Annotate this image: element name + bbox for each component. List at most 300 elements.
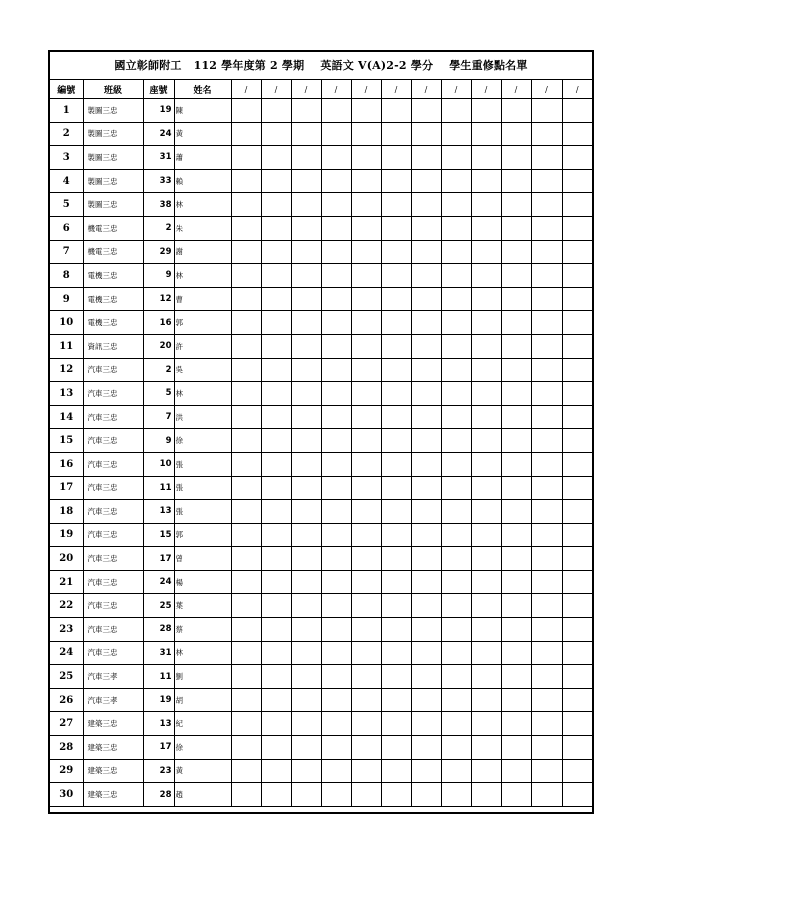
attendance-cell[interactable] (351, 641, 381, 665)
attendance-cell[interactable] (562, 618, 592, 642)
attendance-cell[interactable] (261, 783, 291, 807)
attendance-cell[interactable] (562, 240, 592, 264)
attendance-cell[interactable] (291, 688, 321, 712)
attendance-cell[interactable] (381, 570, 411, 594)
attendance-cell[interactable] (441, 216, 471, 240)
attendance-cell[interactable] (351, 382, 381, 406)
attendance-cell[interactable] (501, 618, 531, 642)
attendance-cell[interactable] (441, 618, 471, 642)
attendance-cell[interactable] (231, 523, 261, 547)
attendance-cell[interactable] (261, 193, 291, 217)
attendance-cell[interactable] (471, 311, 501, 335)
attendance-cell[interactable] (441, 311, 471, 335)
attendance-cell[interactable] (531, 688, 562, 712)
attendance-cell[interactable] (231, 405, 261, 429)
attendance-cell[interactable] (321, 547, 351, 571)
attendance-cell[interactable] (501, 688, 531, 712)
attendance-cell[interactable] (471, 547, 501, 571)
attendance-cell[interactable] (231, 122, 261, 146)
attendance-cell[interactable] (351, 99, 381, 123)
attendance-cell[interactable] (261, 169, 291, 193)
attendance-cell[interactable] (471, 523, 501, 547)
attendance-cell[interactable] (441, 264, 471, 288)
attendance-cell[interactable] (562, 523, 592, 547)
attendance-cell[interactable] (562, 783, 592, 807)
attendance-cell[interactable] (562, 429, 592, 453)
attendance-cell[interactable] (471, 618, 501, 642)
attendance-cell[interactable] (501, 547, 531, 571)
attendance-cell[interactable] (562, 99, 592, 123)
attendance-cell[interactable] (531, 476, 562, 500)
attendance-cell[interactable] (351, 240, 381, 264)
attendance-cell[interactable] (441, 476, 471, 500)
attendance-cell[interactable] (411, 240, 441, 264)
attendance-cell[interactable] (411, 783, 441, 807)
attendance-cell[interactable] (441, 405, 471, 429)
attendance-cell[interactable] (291, 712, 321, 736)
attendance-cell[interactable] (291, 594, 321, 618)
attendance-cell[interactable] (411, 122, 441, 146)
attendance-cell[interactable] (291, 500, 321, 524)
attendance-cell[interactable] (501, 169, 531, 193)
attendance-cell[interactable] (321, 500, 351, 524)
attendance-cell[interactable] (441, 146, 471, 170)
attendance-cell[interactable] (381, 169, 411, 193)
attendance-cell[interactable] (531, 759, 562, 783)
attendance-cell[interactable] (321, 712, 351, 736)
attendance-cell[interactable] (441, 122, 471, 146)
attendance-cell[interactable] (231, 358, 261, 382)
attendance-cell[interactable] (231, 99, 261, 123)
attendance-cell[interactable] (291, 264, 321, 288)
attendance-cell[interactable] (441, 712, 471, 736)
attendance-cell[interactable] (501, 216, 531, 240)
attendance-cell[interactable] (562, 759, 592, 783)
attendance-cell[interactable] (411, 334, 441, 358)
attendance-cell[interactable] (321, 216, 351, 240)
attendance-cell[interactable] (411, 452, 441, 476)
attendance-cell[interactable] (562, 712, 592, 736)
attendance-cell[interactable] (441, 736, 471, 760)
attendance-cell[interactable] (381, 500, 411, 524)
attendance-cell[interactable] (261, 618, 291, 642)
attendance-cell[interactable] (471, 594, 501, 618)
attendance-cell[interactable] (531, 452, 562, 476)
attendance-cell[interactable] (562, 570, 592, 594)
attendance-cell[interactable] (351, 688, 381, 712)
attendance-cell[interactable] (531, 641, 562, 665)
attendance-cell[interactable] (321, 452, 351, 476)
attendance-cell[interactable] (231, 547, 261, 571)
attendance-cell[interactable] (351, 311, 381, 335)
attendance-cell[interactable] (562, 311, 592, 335)
attendance-cell[interactable] (291, 523, 321, 547)
attendance-cell[interactable] (261, 641, 291, 665)
attendance-cell[interactable] (321, 570, 351, 594)
attendance-cell[interactable] (351, 547, 381, 571)
attendance-cell[interactable] (321, 429, 351, 453)
attendance-cell[interactable] (321, 594, 351, 618)
attendance-cell[interactable] (441, 429, 471, 453)
attendance-cell[interactable] (471, 452, 501, 476)
attendance-cell[interactable] (261, 264, 291, 288)
attendance-cell[interactable] (501, 358, 531, 382)
attendance-cell[interactable] (321, 688, 351, 712)
attendance-cell[interactable] (471, 759, 501, 783)
attendance-cell[interactable] (261, 523, 291, 547)
attendance-cell[interactable] (531, 783, 562, 807)
attendance-cell[interactable] (531, 334, 562, 358)
attendance-cell[interactable] (321, 523, 351, 547)
attendance-cell[interactable] (231, 334, 261, 358)
attendance-cell[interactable] (291, 641, 321, 665)
attendance-cell[interactable] (381, 476, 411, 500)
attendance-cell[interactable] (351, 122, 381, 146)
attendance-cell[interactable] (441, 452, 471, 476)
attendance-cell[interactable] (231, 476, 261, 500)
attendance-cell[interactable] (321, 311, 351, 335)
attendance-cell[interactable] (321, 476, 351, 500)
attendance-cell[interactable] (351, 405, 381, 429)
attendance-cell[interactable] (321, 99, 351, 123)
attendance-cell[interactable] (291, 618, 321, 642)
attendance-cell[interactable] (381, 99, 411, 123)
attendance-cell[interactable] (261, 665, 291, 689)
attendance-cell[interactable] (562, 594, 592, 618)
attendance-cell[interactable] (501, 240, 531, 264)
attendance-cell[interactable] (261, 405, 291, 429)
attendance-cell[interactable] (411, 99, 441, 123)
attendance-cell[interactable] (411, 523, 441, 547)
attendance-cell[interactable] (562, 169, 592, 193)
attendance-cell[interactable] (231, 216, 261, 240)
attendance-cell[interactable] (381, 665, 411, 689)
attendance-cell[interactable] (471, 476, 501, 500)
attendance-cell[interactable] (411, 594, 441, 618)
attendance-cell[interactable] (531, 429, 562, 453)
attendance-cell[interactable] (501, 193, 531, 217)
attendance-cell[interactable] (531, 712, 562, 736)
attendance-cell[interactable] (291, 736, 321, 760)
attendance-cell[interactable] (291, 452, 321, 476)
attendance-cell[interactable] (411, 665, 441, 689)
attendance-cell[interactable] (351, 759, 381, 783)
attendance-cell[interactable] (562, 216, 592, 240)
attendance-cell[interactable] (562, 264, 592, 288)
attendance-cell[interactable] (321, 193, 351, 217)
attendance-cell[interactable] (411, 476, 441, 500)
attendance-cell[interactable] (231, 783, 261, 807)
attendance-cell[interactable] (291, 240, 321, 264)
attendance-cell[interactable] (351, 216, 381, 240)
attendance-cell[interactable] (351, 618, 381, 642)
attendance-cell[interactable] (501, 500, 531, 524)
attendance-cell[interactable] (351, 334, 381, 358)
attendance-cell[interactable] (411, 712, 441, 736)
attendance-cell[interactable] (562, 287, 592, 311)
attendance-cell[interactable] (501, 759, 531, 783)
attendance-cell[interactable] (411, 193, 441, 217)
attendance-cell[interactable] (291, 334, 321, 358)
attendance-cell[interactable] (321, 665, 351, 689)
attendance-cell[interactable] (531, 358, 562, 382)
attendance-cell[interactable] (381, 618, 411, 642)
attendance-cell[interactable] (381, 382, 411, 406)
attendance-cell[interactable] (261, 476, 291, 500)
attendance-cell[interactable] (261, 712, 291, 736)
attendance-cell[interactable] (471, 736, 501, 760)
attendance-cell[interactable] (501, 311, 531, 335)
attendance-cell[interactable] (441, 382, 471, 406)
attendance-cell[interactable] (562, 500, 592, 524)
attendance-cell[interactable] (291, 476, 321, 500)
attendance-cell[interactable] (501, 594, 531, 618)
attendance-cell[interactable] (321, 358, 351, 382)
attendance-cell[interactable] (291, 665, 321, 689)
attendance-cell[interactable] (291, 358, 321, 382)
attendance-cell[interactable] (231, 570, 261, 594)
attendance-cell[interactable] (441, 193, 471, 217)
attendance-cell[interactable] (531, 169, 562, 193)
attendance-cell[interactable] (231, 736, 261, 760)
attendance-cell[interactable] (321, 287, 351, 311)
attendance-cell[interactable] (321, 240, 351, 264)
attendance-cell[interactable] (261, 240, 291, 264)
attendance-cell[interactable] (471, 264, 501, 288)
attendance-cell[interactable] (381, 547, 411, 571)
attendance-cell[interactable] (261, 216, 291, 240)
attendance-cell[interactable] (321, 122, 351, 146)
attendance-cell[interactable] (471, 641, 501, 665)
attendance-cell[interactable] (531, 594, 562, 618)
attendance-cell[interactable] (531, 570, 562, 594)
attendance-cell[interactable] (441, 783, 471, 807)
attendance-cell[interactable] (501, 476, 531, 500)
attendance-cell[interactable] (321, 736, 351, 760)
attendance-cell[interactable] (501, 665, 531, 689)
attendance-cell[interactable] (562, 358, 592, 382)
attendance-cell[interactable] (471, 783, 501, 807)
attendance-cell[interactable] (411, 547, 441, 571)
attendance-cell[interactable] (501, 334, 531, 358)
attendance-cell[interactable] (261, 547, 291, 571)
attendance-cell[interactable] (501, 99, 531, 123)
attendance-cell[interactable] (411, 641, 441, 665)
attendance-cell[interactable] (351, 429, 381, 453)
attendance-cell[interactable] (471, 382, 501, 406)
attendance-cell[interactable] (501, 146, 531, 170)
attendance-cell[interactable] (562, 736, 592, 760)
attendance-cell[interactable] (291, 146, 321, 170)
attendance-cell[interactable] (531, 382, 562, 406)
attendance-cell[interactable] (291, 193, 321, 217)
attendance-cell[interactable] (501, 452, 531, 476)
attendance-cell[interactable] (381, 736, 411, 760)
attendance-cell[interactable] (501, 264, 531, 288)
attendance-cell[interactable] (231, 594, 261, 618)
attendance-cell[interactable] (471, 712, 501, 736)
attendance-cell[interactable] (351, 523, 381, 547)
attendance-cell[interactable] (471, 122, 501, 146)
attendance-cell[interactable] (291, 759, 321, 783)
attendance-cell[interactable] (381, 146, 411, 170)
attendance-cell[interactable] (411, 216, 441, 240)
attendance-cell[interactable] (562, 334, 592, 358)
attendance-cell[interactable] (501, 523, 531, 547)
attendance-cell[interactable] (411, 405, 441, 429)
attendance-cell[interactable] (261, 146, 291, 170)
attendance-cell[interactable] (231, 193, 261, 217)
attendance-cell[interactable] (381, 216, 411, 240)
attendance-cell[interactable] (411, 382, 441, 406)
attendance-cell[interactable] (291, 382, 321, 406)
attendance-cell[interactable] (381, 712, 411, 736)
attendance-cell[interactable] (441, 547, 471, 571)
attendance-cell[interactable] (381, 358, 411, 382)
attendance-cell[interactable] (231, 500, 261, 524)
attendance-cell[interactable] (501, 736, 531, 760)
attendance-cell[interactable] (291, 783, 321, 807)
attendance-cell[interactable] (562, 405, 592, 429)
attendance-cell[interactable] (381, 193, 411, 217)
attendance-cell[interactable] (411, 169, 441, 193)
attendance-cell[interactable] (531, 146, 562, 170)
attendance-cell[interactable] (381, 240, 411, 264)
attendance-cell[interactable] (562, 665, 592, 689)
attendance-cell[interactable] (351, 193, 381, 217)
attendance-cell[interactable] (501, 712, 531, 736)
attendance-cell[interactable] (381, 523, 411, 547)
attendance-cell[interactable] (531, 311, 562, 335)
attendance-cell[interactable] (471, 146, 501, 170)
attendance-cell[interactable] (471, 405, 501, 429)
attendance-cell[interactable] (562, 547, 592, 571)
attendance-cell[interactable] (321, 382, 351, 406)
attendance-cell[interactable] (562, 641, 592, 665)
attendance-cell[interactable] (531, 523, 562, 547)
attendance-cell[interactable] (261, 429, 291, 453)
attendance-cell[interactable] (531, 500, 562, 524)
attendance-cell[interactable] (411, 311, 441, 335)
attendance-cell[interactable] (291, 570, 321, 594)
attendance-cell[interactable] (321, 169, 351, 193)
attendance-cell[interactable] (261, 311, 291, 335)
attendance-cell[interactable] (471, 688, 501, 712)
attendance-cell[interactable] (471, 570, 501, 594)
attendance-cell[interactable] (471, 500, 501, 524)
attendance-cell[interactable] (291, 99, 321, 123)
attendance-cell[interactable] (441, 287, 471, 311)
attendance-cell[interactable] (261, 358, 291, 382)
attendance-cell[interactable] (562, 688, 592, 712)
attendance-cell[interactable] (562, 452, 592, 476)
attendance-cell[interactable] (261, 594, 291, 618)
attendance-cell[interactable] (291, 405, 321, 429)
attendance-cell[interactable] (321, 264, 351, 288)
attendance-cell[interactable] (501, 783, 531, 807)
attendance-cell[interactable] (441, 688, 471, 712)
attendance-cell[interactable] (231, 452, 261, 476)
attendance-cell[interactable] (471, 169, 501, 193)
attendance-cell[interactable] (531, 264, 562, 288)
attendance-cell[interactable] (471, 665, 501, 689)
attendance-cell[interactable] (231, 146, 261, 170)
attendance-cell[interactable] (231, 712, 261, 736)
attendance-cell[interactable] (381, 759, 411, 783)
attendance-cell[interactable] (231, 429, 261, 453)
attendance-cell[interactable] (261, 382, 291, 406)
attendance-cell[interactable] (261, 736, 291, 760)
attendance-cell[interactable] (471, 193, 501, 217)
attendance-cell[interactable] (261, 688, 291, 712)
attendance-cell[interactable] (381, 122, 411, 146)
attendance-cell[interactable] (441, 523, 471, 547)
attendance-cell[interactable] (351, 169, 381, 193)
attendance-cell[interactable] (261, 122, 291, 146)
attendance-cell[interactable] (531, 736, 562, 760)
attendance-cell[interactable] (441, 665, 471, 689)
attendance-cell[interactable] (411, 500, 441, 524)
attendance-cell[interactable] (261, 334, 291, 358)
attendance-cell[interactable] (501, 287, 531, 311)
attendance-cell[interactable] (381, 334, 411, 358)
attendance-cell[interactable] (231, 240, 261, 264)
attendance-cell[interactable] (231, 688, 261, 712)
attendance-cell[interactable] (351, 452, 381, 476)
attendance-cell[interactable] (411, 688, 441, 712)
attendance-cell[interactable] (351, 594, 381, 618)
attendance-cell[interactable] (531, 216, 562, 240)
attendance-cell[interactable] (351, 736, 381, 760)
attendance-cell[interactable] (531, 240, 562, 264)
attendance-cell[interactable] (471, 334, 501, 358)
attendance-cell[interactable] (321, 334, 351, 358)
attendance-cell[interactable] (291, 547, 321, 571)
attendance-cell[interactable] (471, 429, 501, 453)
attendance-cell[interactable] (441, 358, 471, 382)
attendance-cell[interactable] (441, 594, 471, 618)
attendance-cell[interactable] (471, 99, 501, 123)
attendance-cell[interactable] (501, 641, 531, 665)
attendance-cell[interactable] (471, 240, 501, 264)
attendance-cell[interactable] (411, 736, 441, 760)
attendance-cell[interactable] (562, 382, 592, 406)
attendance-cell[interactable] (441, 570, 471, 594)
attendance-cell[interactable] (261, 452, 291, 476)
attendance-cell[interactable] (411, 618, 441, 642)
attendance-cell[interactable] (381, 405, 411, 429)
attendance-cell[interactable] (351, 783, 381, 807)
attendance-cell[interactable] (441, 99, 471, 123)
attendance-cell[interactable] (321, 146, 351, 170)
attendance-cell[interactable] (351, 665, 381, 689)
attendance-cell[interactable] (501, 405, 531, 429)
attendance-cell[interactable] (291, 169, 321, 193)
attendance-cell[interactable] (261, 99, 291, 123)
attendance-cell[interactable] (381, 287, 411, 311)
attendance-cell[interactable] (381, 594, 411, 618)
attendance-cell[interactable] (231, 641, 261, 665)
attendance-cell[interactable] (381, 783, 411, 807)
attendance-cell[interactable] (351, 500, 381, 524)
attendance-cell[interactable] (501, 429, 531, 453)
attendance-cell[interactable] (381, 641, 411, 665)
attendance-cell[interactable] (291, 287, 321, 311)
attendance-cell[interactable] (531, 405, 562, 429)
attendance-cell[interactable] (321, 641, 351, 665)
attendance-cell[interactable] (381, 311, 411, 335)
attendance-cell[interactable] (321, 783, 351, 807)
